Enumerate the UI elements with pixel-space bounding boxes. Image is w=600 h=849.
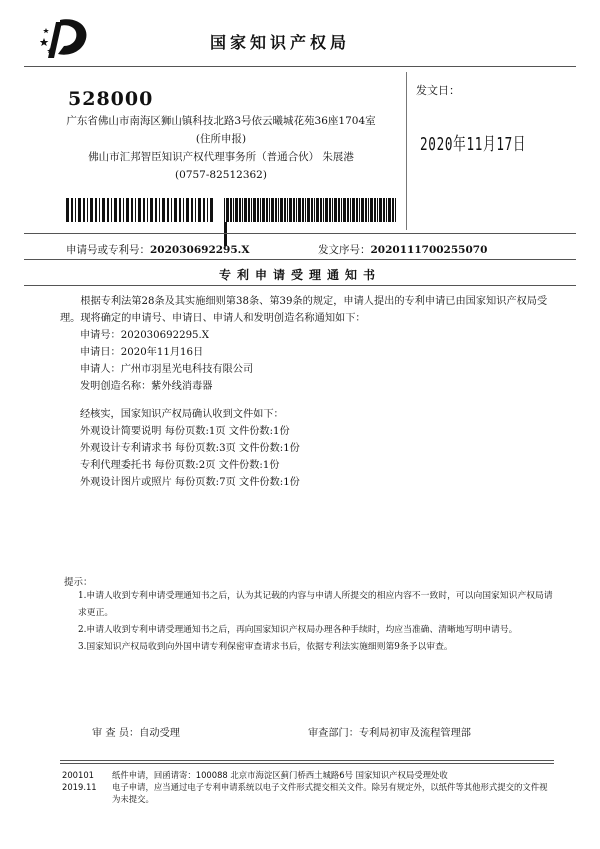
- divider: [24, 285, 576, 286]
- detail-line: 申请号：202030692295.X: [80, 330, 210, 341]
- intro-paragraph: 根据专利法第28条及其实施细则第38条、第39条的规定，申请人提出的专利申请已由国家知识产权局受理。现将确定的申请号、申请日、申请人和发明创造名称通知如下：: [60, 296, 548, 324]
- footer-line: 纸件申请，回函请寄：100088 北京市海淀区蓟门桥西土城路6号 国家知识产权局受理处收: [112, 770, 448, 780]
- footer-code: 200101: [62, 770, 94, 780]
- review-department: 审查部门：专利局初审及流程管理部: [308, 728, 471, 739]
- file-item: 外观设计图片或照片 每份页数:7页 文件份数:1份: [80, 477, 300, 488]
- address-line: (住所申报): [195, 133, 247, 145]
- issue-date: 2020年11月17日: [420, 134, 527, 155]
- detail-line: 申请人：广州市羽星光电科技有限公司: [80, 364, 254, 375]
- detail-line: 申请日：2020年11月16日: [80, 347, 204, 358]
- divider: [24, 233, 576, 234]
- barcode-image: [66, 198, 216, 222]
- application-number-row: [66, 242, 249, 257]
- application-number: 202030692295.X: [150, 244, 250, 256]
- footer-code: 2019.11: [62, 782, 97, 792]
- address-line: 广东省佛山市南海区狮山镇科技北路3号依云曦城花苑36座1704室: [66, 115, 376, 127]
- notes-title: 提示：: [64, 577, 93, 588]
- divider: [60, 763, 554, 764]
- reviewer: 审 查 员：自动受理: [92, 728, 180, 739]
- serial-number-row: [318, 242, 487, 257]
- file-item: 外观设计专利请求书 每份页数:3页 文件份数:1份: [80, 443, 300, 454]
- agency-name: 国家知识产权局: [210, 33, 351, 52]
- note-item: 3.国家知识产权局收到向外国申请专利保密审查请求书后，依据专利法实施细则第9条予以审查。: [78, 642, 453, 652]
- application-number-label: 申请号或专利号：: [66, 244, 150, 256]
- note-item: 1.申请人收到专利申请受理通知书之后，认为其记载的内容与申请人所提交的相应内容不一致时，可以向国家知识产权局请求更正。: [78, 591, 553, 618]
- divider: [406, 72, 407, 230]
- address-line: 佛山市汇邦智臣知识产权代理事务所（普通合伙） 朱展港: [88, 151, 354, 163]
- issue-date-label: 发文日：: [416, 84, 460, 97]
- divider: [24, 66, 576, 67]
- postcode: 528000: [68, 88, 154, 110]
- document-title: 专利申请受理通知书: [218, 268, 381, 282]
- divider: [60, 760, 554, 761]
- footer-line: 电子申请，应当通过电子专利申请系统以电子文件形式提交相关文件。除另有规定外，以纸件等其他形式提交的文件视为未提交。: [112, 782, 548, 804]
- file-item: 外观设计简要说明 每份页数:1页 文件份数:1份: [80, 426, 290, 437]
- barcode-image: [224, 198, 400, 222]
- divider: [24, 259, 576, 260]
- note-item: 2.申请人收到专利申请受理通知书之后，再向国家知识产权局办理各种手续时，均应当准确、清晰地写明申请号。: [78, 625, 518, 635]
- address-line: (0757-82512362): [175, 169, 267, 181]
- cnipa-logo-icon: [40, 16, 92, 60]
- serial-number: 2020111700255070: [370, 244, 488, 256]
- serial-number-label: 发文序号：: [318, 244, 371, 256]
- file-item: 专利代理委托书 每份页数:2页 文件份数:1份: [80, 460, 280, 471]
- detail-line: 发明创造名称：紫外线消毒器: [80, 381, 213, 392]
- files-intro: 经核实，国家知识产权局确认收到文件如下：: [80, 409, 284, 420]
